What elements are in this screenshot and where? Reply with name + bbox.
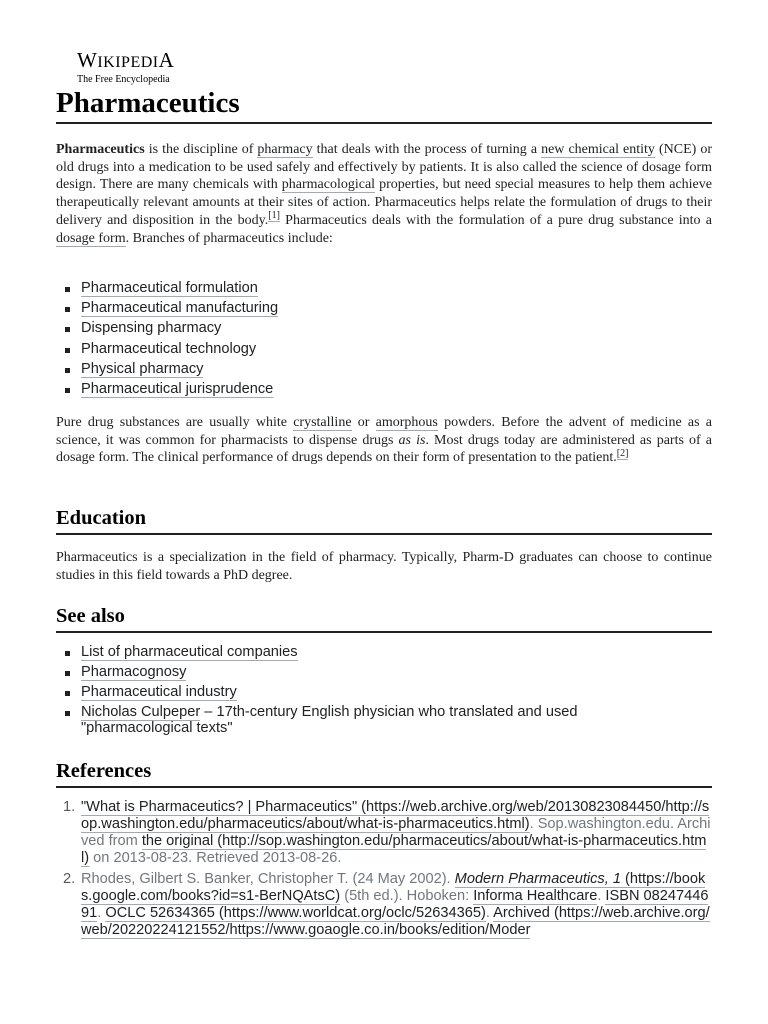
- link-pharmacological[interactable]: pharmacological: [281, 177, 376, 193]
- link-crystalline[interactable]: crystalline: [293, 415, 352, 430]
- list-item: [56, 662, 712, 682]
- reference-2-publisher[interactable]: Informa Healthcare: [473, 888, 598, 904]
- culpeper-description: – 17th-century English physician who translated and used "pharmacological texts": [81, 704, 578, 736]
- branch-text: Pharmaceutical technology: [81, 340, 257, 357]
- link-branch[interactable]: Pharmaceutical jurisprudence: [81, 381, 274, 398]
- link-nicholas-culpeper[interactable]: Nicholas Culpeper: [81, 704, 201, 720]
- branch-text: Dispensing pharmacy: [81, 320, 222, 337]
- reference-2-book-link[interactable]: Modern Pharmaceutics, 1: [454, 871, 621, 887]
- reference-2-url[interactable]: (https://books.google.com/books?id=s1-BerNQAtsC): [81, 871, 706, 904]
- wikipedia-logo[interactable]: [77, 50, 174, 86]
- reference-2-oclc[interactable]: OCLC 52634365 (https://www.worldcat.org/oclc/52634365): [105, 905, 486, 921]
- link-branch[interactable]: Pharmaceutical manufacturing: [81, 300, 279, 317]
- citation-2[interactable]: [2]: [616, 447, 629, 459]
- link-branch[interactable]: Physical pharmacy: [81, 360, 204, 377]
- section-heading-references: References: [56, 758, 712, 788]
- list-item: [56, 339, 712, 359]
- list-item: [56, 682, 712, 702]
- link-see-also[interactable]: List of pharmaceutical companies: [81, 644, 298, 660]
- reference-number: 1.: [63, 799, 76, 815]
- section-heading-education: Education: [56, 505, 712, 535]
- reference-1-link[interactable]: "What is Pharmaceutics? | Pharmaceutics" (https://web.archive.org/web/20130823084450/http://sop.washington.edu/pharmaceutics/about/what-is-pharmaceutics.html): [81, 799, 710, 832]
- link-amorphous[interactable]: amorphous: [375, 415, 438, 430]
- link-branch[interactable]: Pharmaceutical formulation: [81, 280, 258, 296]
- references-list: [56, 799, 712, 943]
- link-see-also[interactable]: Pharmaceutical industry: [81, 684, 237, 700]
- list-item: [56, 359, 712, 379]
- drug-substances-paragraph: Pure drug substances are usually white crystalline or amorphous powders. Before the advent of medicine as a science, it was common for pharmacists to dispense drugs as is. Most drugs today are administered as parts of a dosage form. The clinical performance of drugs depends on their form of presentation to the patient.[2]: [56, 415, 712, 466]
- section-heading-see-also: See also: [56, 603, 712, 633]
- citation-1[interactable]: [1]: [268, 210, 280, 222]
- list-item: [56, 278, 712, 298]
- list-item: [56, 298, 712, 318]
- reference-2-isbn[interactable]: ISBN 0824744691: [81, 888, 709, 921]
- reference-1-original-link[interactable]: the original (http://sop.washington.edu/pharmaceutics/about/what-is-pharmaceutics.html): [81, 833, 707, 866]
- list-item: [56, 379, 712, 399]
- logo-tagline: The Free Encyclopedia: [77, 74, 170, 85]
- reference-item: 1. "What is Pharmaceutics? | Pharmaceutics" (https://web.archive.org/web/20130823084450/http://sop.washington.edu/pharmaceutics/about/what-is-pharmaceutics.html). Sop.washington.edu. Archived from the original (http://sop.washington.edu/pharmaceutics/about/what-is-pharmaceutics.html) on 2013-08-23. Retrieved 2013-08-26.: [63, 799, 711, 866]
- reference-number: 2.: [63, 871, 76, 887]
- reference-2-archived[interactable]: Archived (https://web.archive.org/web/20220224121552/https://www.goaogle.co.in/books/edition/Moder: [81, 905, 710, 938]
- education-paragraph: Pharmaceutics is a specialization in the field of pharmacy. Typically, Pharm-D graduates can choose to continue studies in this field towards a PhD degree.: [56, 550, 712, 583]
- link-see-also[interactable]: Pharmacognosy: [81, 664, 187, 680]
- intro-paragraph: Pharmaceutics is the discipline of pharmacy that deals with the process of turning a new chemical entity (NCE) or old drugs into a medication to be used safely and effectively by patients. It is also called the science of dosage form design. There are many chemicals with pharmacological properties, but need special measures to help them achieve therapeutically relevant amounts at their sites of action. Pharmaceutics helps relate the formulation of drugs to their delivery and disposition in the body.[1] Pharmaceutics deals with the formulation of a pure drug substance into a dosage form. Branches of pharmaceutics include:: [56, 142, 712, 246]
- logo-wordmark: WIKIPEDIA: [77, 48, 175, 72]
- link-pharmacy[interactable]: pharmacy: [257, 142, 313, 157]
- branches-list: [56, 278, 712, 399]
- reference-item: 2. Rhodes, Gilbert S. Banker, Christopher T. (24 May 2002). Modern Pharmaceutics, 1 (https://books.google.com/books?id=s1-BerNQAtsC) (5th ed.). Hoboken: Informa Healthcare. ISBN 0824744691. OCLC 52634365 (https://www.worldcat.org/oclc/52634365). Archived (https://web.archive.org/web/20220224121552/https://www.goaogle.co.in/books/edition/Moder: [63, 871, 710, 938]
- link-dosage-form[interactable]: dosage form: [56, 230, 126, 246]
- see-also-list: [56, 642, 712, 736]
- list-item: [56, 318, 712, 338]
- link-new-chemical-entity[interactable]: new chemical entity: [541, 142, 655, 157]
- list-item: [56, 642, 712, 662]
- page-title: Pharmaceutics: [56, 86, 712, 124]
- list-item: [56, 702, 712, 736]
